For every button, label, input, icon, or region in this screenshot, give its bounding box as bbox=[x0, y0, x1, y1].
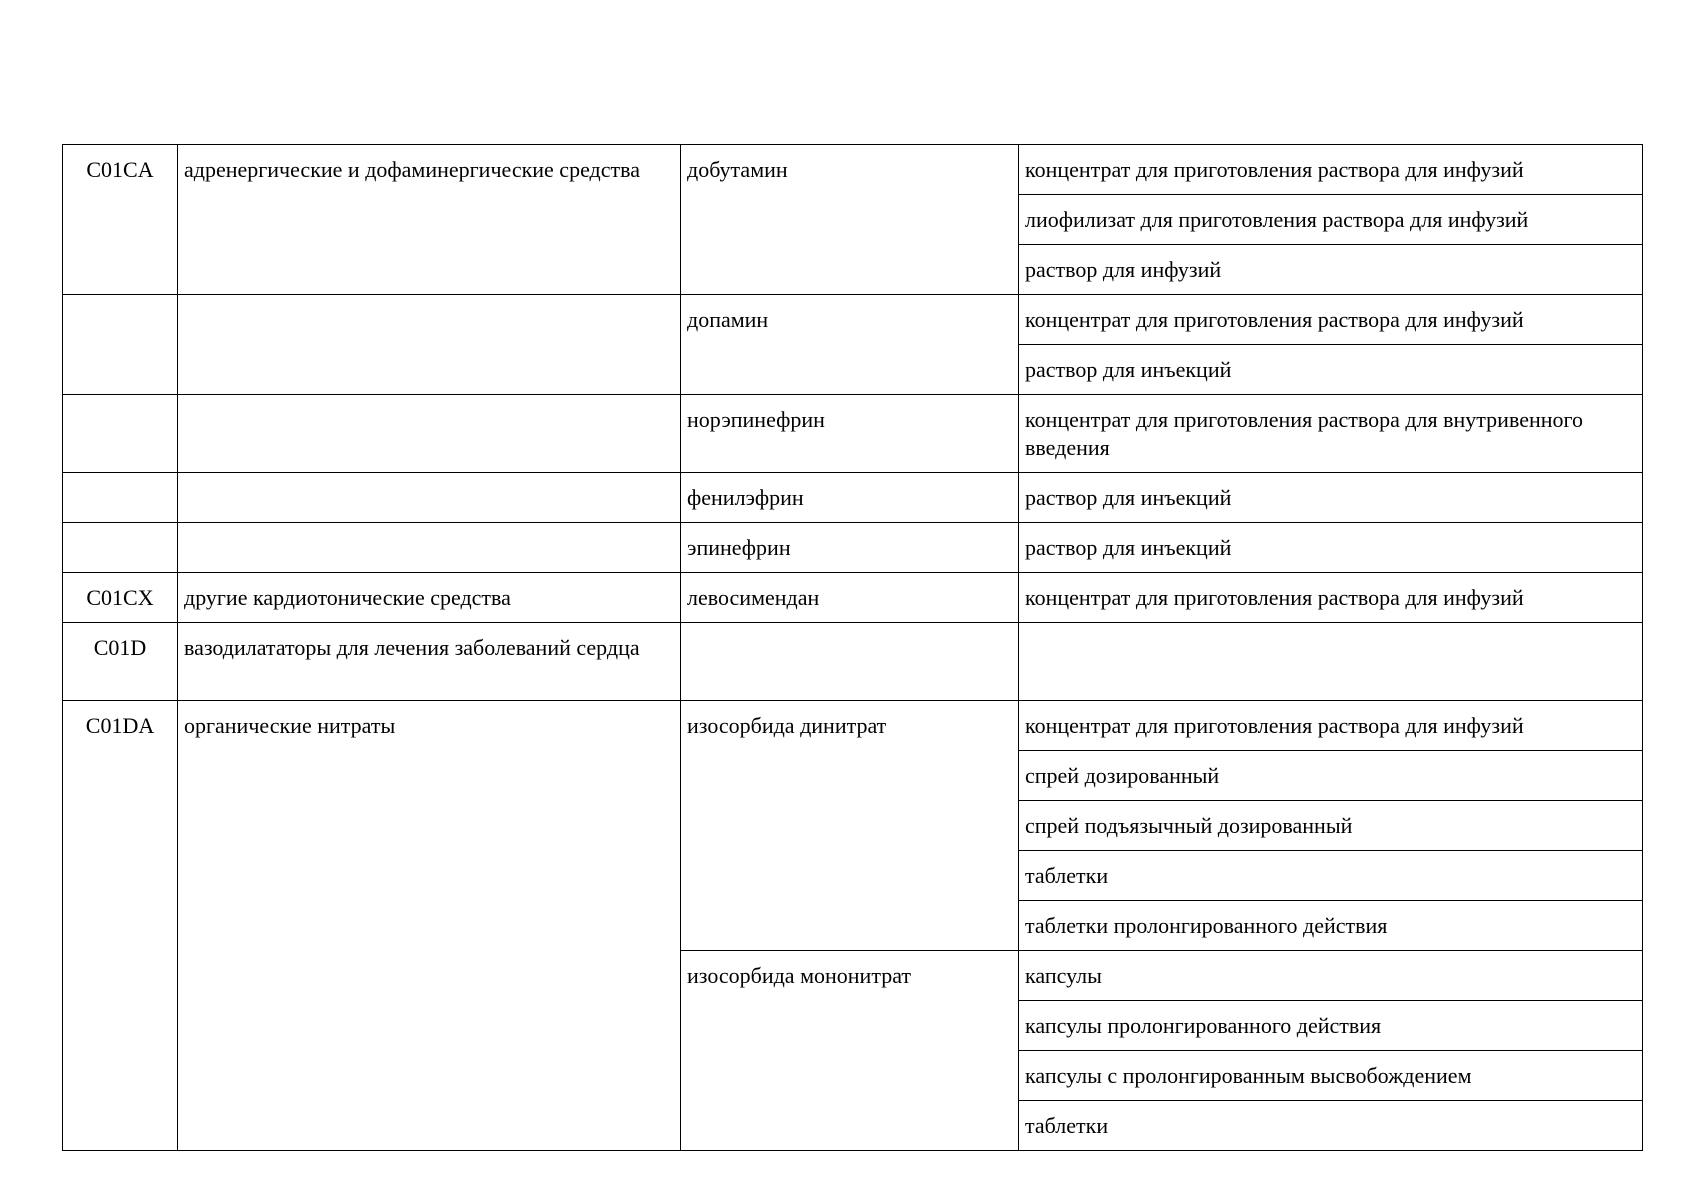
dosage-form-cell: капсулы с пролонгированным высвобождением bbox=[1019, 1051, 1643, 1101]
dosage-form-cell bbox=[1019, 623, 1643, 701]
drug-name-cell: изосорбида мононитрат bbox=[681, 951, 1019, 1151]
atc-code-cell bbox=[63, 295, 178, 395]
drug-name-cell: изосорбида динитрат bbox=[681, 701, 1019, 951]
atc-group-cell: вазодилататоры для лечения заболеваний сердца bbox=[178, 623, 681, 701]
dosage-form-cell: лиофилизат для приготовления раствора для инфузий bbox=[1019, 195, 1643, 245]
dosage-form-cell: концентрат для приготовления раствора для внутривенного введения bbox=[1019, 395, 1643, 473]
atc-code-cell: C01DA bbox=[63, 701, 178, 1151]
atc-group-cell bbox=[178, 473, 681, 523]
dosage-form-cell: спрей подъязычный дозированный bbox=[1019, 801, 1643, 851]
atc-group-cell bbox=[178, 295, 681, 395]
dosage-form-cell: раствор для инъекций bbox=[1019, 473, 1643, 523]
atc-code-cell bbox=[63, 395, 178, 473]
drug-name-cell: добутамин bbox=[681, 145, 1019, 295]
atc-group-cell: органические нитраты bbox=[178, 701, 681, 1151]
atc-code-cell: C01CA bbox=[63, 145, 178, 295]
dosage-form-cell: таблетки bbox=[1019, 1101, 1643, 1151]
dosage-form-cell: таблетки bbox=[1019, 851, 1643, 901]
atc-group-cell: адренергические и дофаминергические средства bbox=[178, 145, 681, 295]
drug-name-cell: норэпинефрин bbox=[681, 395, 1019, 473]
atc-code-cell: C01CX bbox=[63, 573, 178, 623]
dosage-form-cell: раствор для инъекций bbox=[1019, 523, 1643, 573]
atc-group-cell: другие кардиотонические средства bbox=[178, 573, 681, 623]
drug-table bbox=[62, 144, 1643, 1151]
atc-group-cell bbox=[178, 395, 681, 473]
dosage-form-cell: спрей дозированный bbox=[1019, 751, 1643, 801]
dosage-form-cell: раствор для инфузий bbox=[1019, 245, 1643, 295]
dosage-form-cell: концентрат для приготовления раствора для инфузий bbox=[1019, 295, 1643, 345]
drug-name-cell bbox=[681, 623, 1019, 701]
dosage-form-cell: раствор для инъекций bbox=[1019, 345, 1643, 395]
dosage-form-cell: капсулы пролонгированного действия bbox=[1019, 1001, 1643, 1051]
atc-group-cell bbox=[178, 523, 681, 573]
atc-code-cell bbox=[63, 473, 178, 523]
drug-name-cell: левосимендан bbox=[681, 573, 1019, 623]
dosage-form-cell: концентрат для приготовления раствора для инфузий bbox=[1019, 145, 1643, 195]
atc-code-cell: C01D bbox=[63, 623, 178, 701]
dosage-form-cell: концентрат для приготовления раствора для инфузий bbox=[1019, 701, 1643, 751]
dosage-form-cell: капсулы bbox=[1019, 951, 1643, 1001]
drug-name-cell: допамин bbox=[681, 295, 1019, 395]
document-page bbox=[62, 144, 1642, 1150]
dosage-form-cell: таблетки пролонгированного действия bbox=[1019, 901, 1643, 951]
drug-name-cell: фенилэфрин bbox=[681, 473, 1019, 523]
dosage-form-cell: концентрат для приготовления раствора для инфузий bbox=[1019, 573, 1643, 623]
atc-code-cell bbox=[63, 523, 178, 573]
drug-name-cell: эпинефрин bbox=[681, 523, 1019, 573]
